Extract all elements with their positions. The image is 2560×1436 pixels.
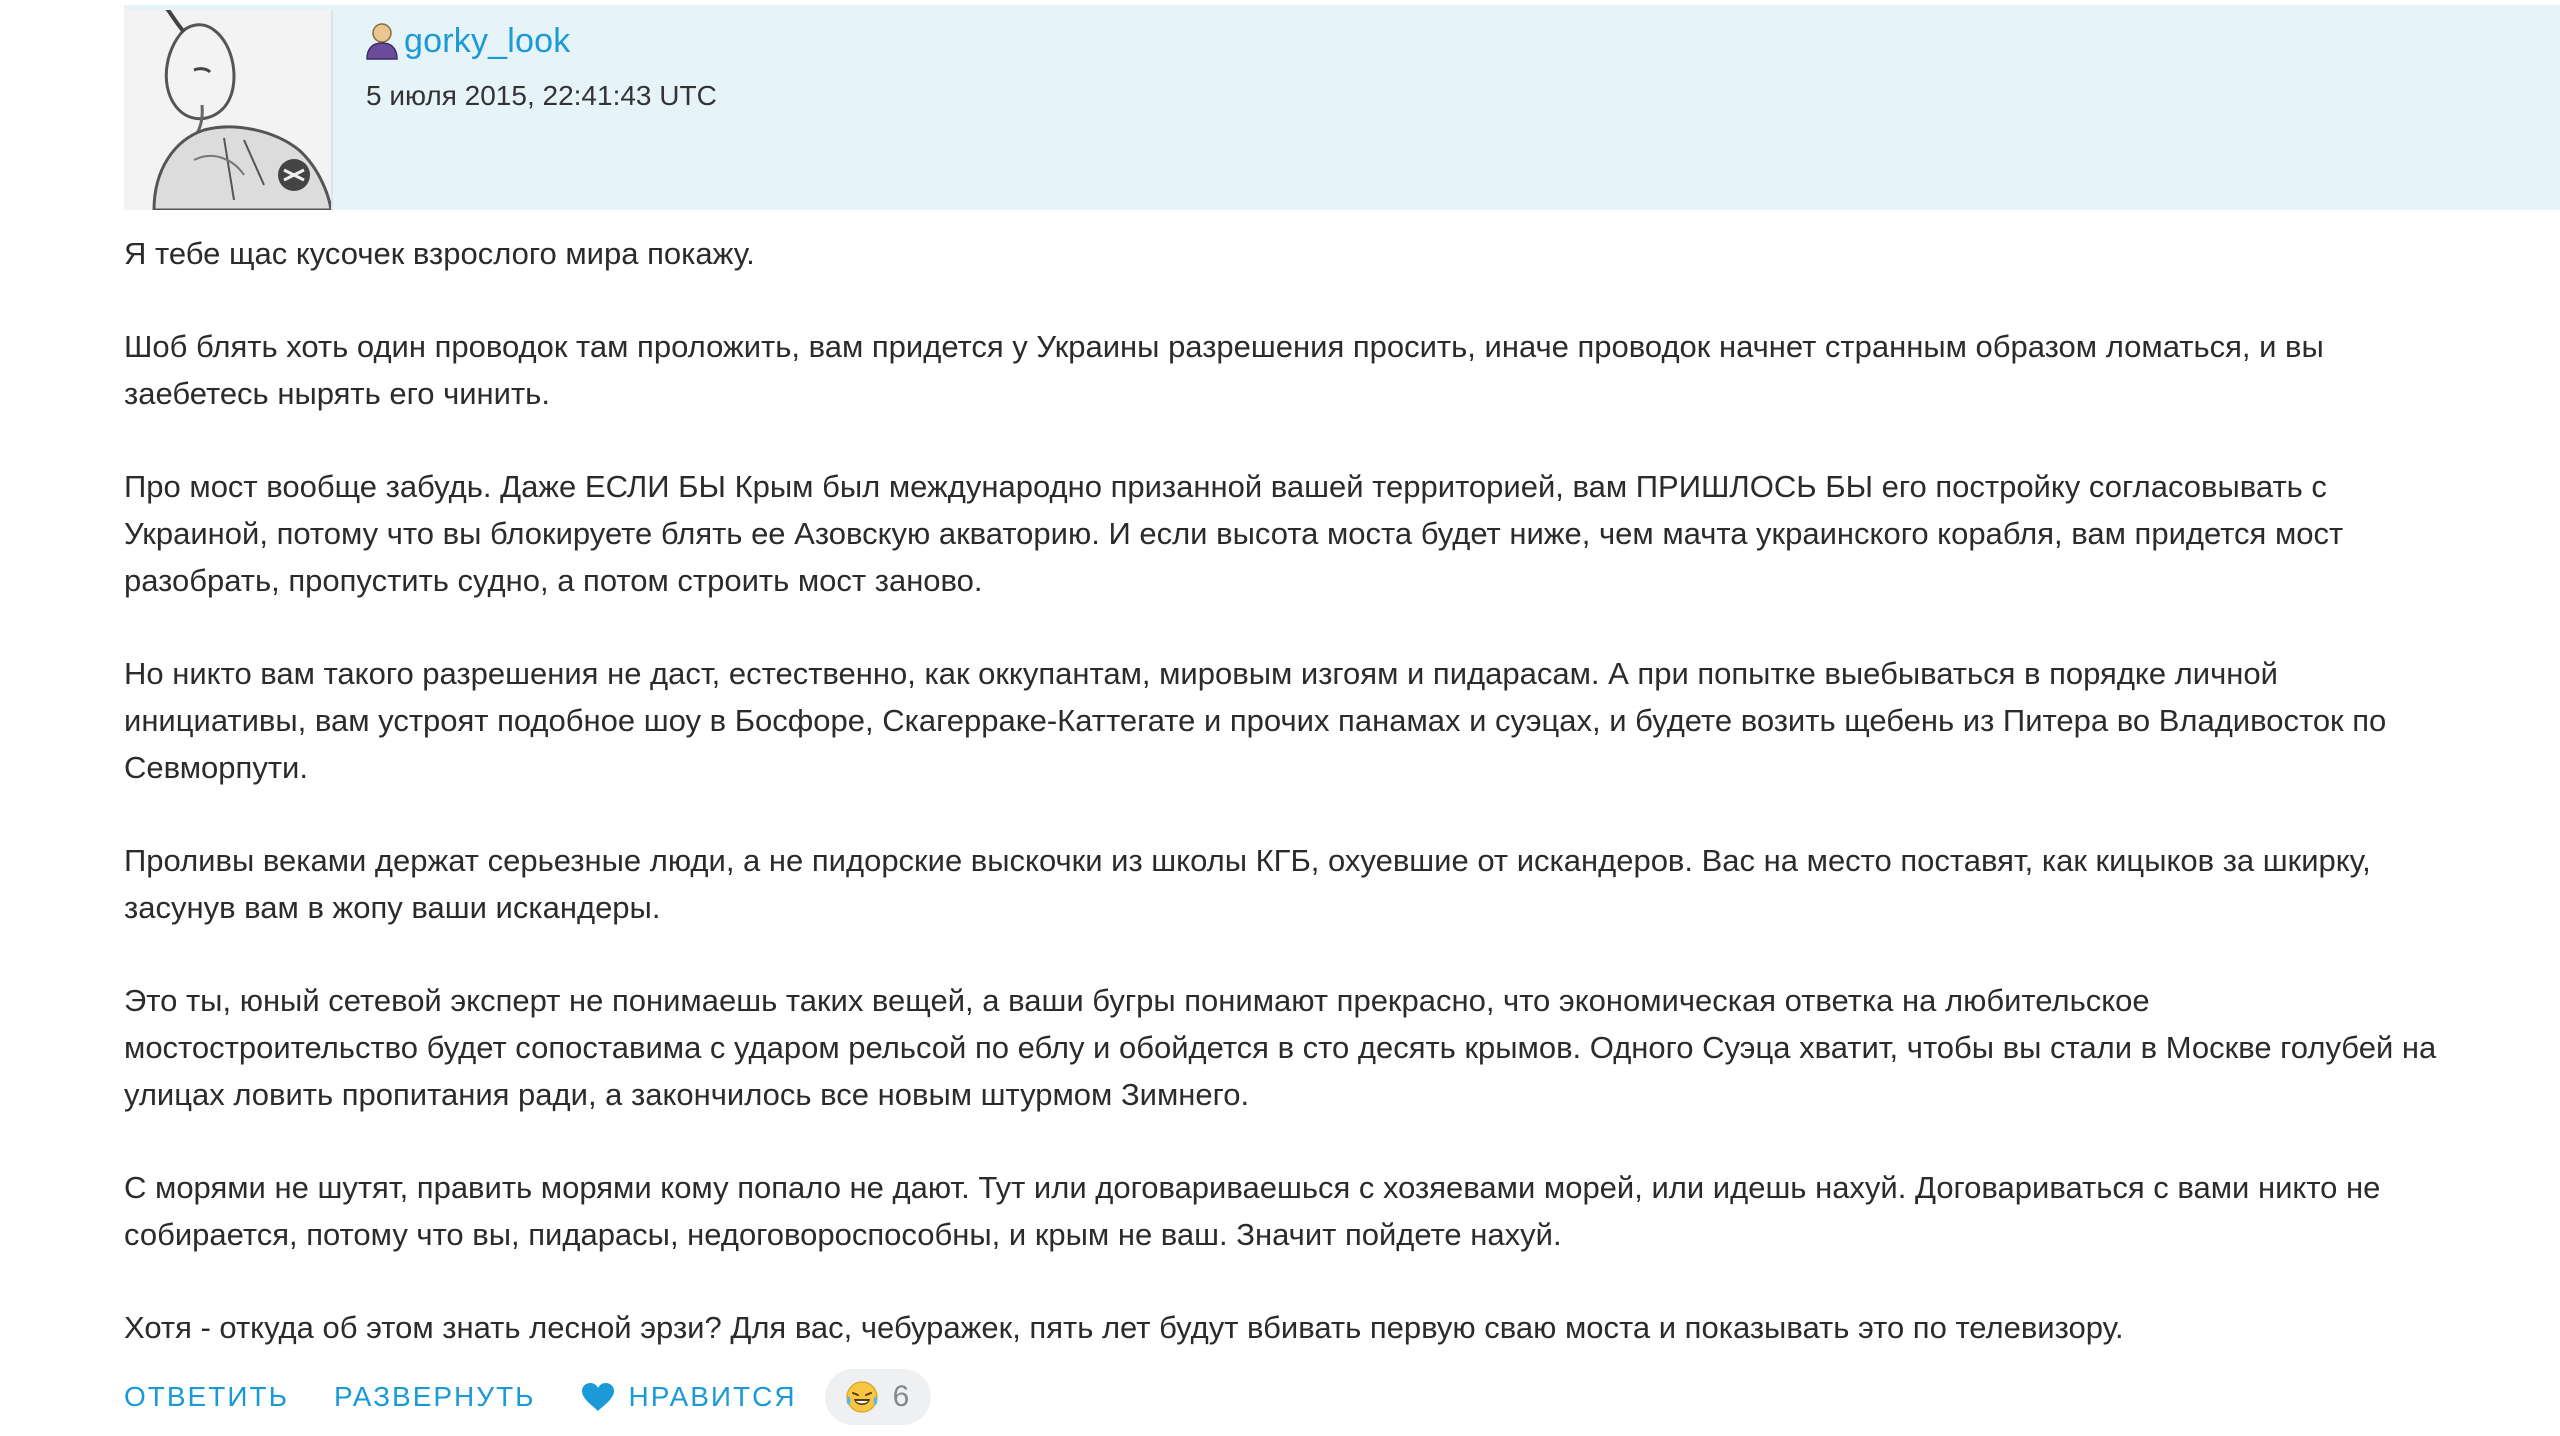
reaction-badge[interactable]: [825, 1369, 932, 1425]
author-name-link[interactable]: gorky_look: [404, 21, 571, 60]
like-label: НРАВИТСЯ: [628, 1381, 797, 1412]
comment-header: [124, 5, 2560, 210]
comment-paragraph: Про мост вообще забудь. Даже ЕСЛИ БЫ Крым был международно призанной вашей территорией, вам ПРИШЛОСЬ БЫ его постройку согласовывать с Украиной, потому что вы блокируете блять ее Азовскую акваторию. И если высота моста будет ниже, чем мачта украинского корабля, вам придется мост разобрать, пропустить судно, а потом строить мост заново.: [124, 469, 2344, 598]
comment-paragraph: Это ты, юный сетевой эксперт не понимаешь таких вещей, а ваши бугры понимают прекрасно, что экономическая ответка на любительское мостостроительство будет сопоставима с ударом рельсой по еблу и обойдется в сто десять крымов. Одного Суэца хватит, чтобы вы стали в Москве голубей на улицах ловить пропитания ради, а закончилось все новым штурмом Зимнего.: [124, 983, 2437, 1112]
user-icon: [364, 21, 400, 61]
author-line: [364, 21, 570, 61]
comment-paragraph: Хотя - откуда об этом знать лесной эрзи? Для вас, чебуражек, пять лет будут вбивать первую сваю моста и показывать это по телевизору.: [124, 1310, 2124, 1345]
reaction-count: 6: [892, 1380, 910, 1413]
comment-timestamp[interactable]: 5 июля 2015, 22:41:43 UTC: [366, 80, 717, 111]
comment-paragraph: Шоб блять хоть один проводок там проложить, вам придется у Украины разрешения просить, иначе проводок начнет странным образом ломаться, и вы заебетесь нырять его чинить.: [124, 329, 2324, 411]
reply-button[interactable]: ОТВЕТИТЬ: [124, 1381, 289, 1412]
crying-laughing-emoji-icon: [845, 1380, 879, 1414]
expand-button[interactable]: РАЗВЕРНУТЬ: [333, 1381, 536, 1412]
heart-icon: [581, 1382, 615, 1412]
avatar-image: [124, 10, 331, 210]
comment: [124, 5, 2560, 1425]
comment-paragraph: Проливы веками держат серьезные люди, а не пидорские выскочки из школы КГБ, охуевшие от искандеров. Вас на место поставят, как кицыков за шкирку, засунув вам в жопу ваши искандеры.: [124, 843, 2371, 925]
comment-actions: [124, 1369, 2560, 1425]
like-button[interactable]: [581, 1381, 797, 1413]
comment-paragraph: Но никто вам такого разрешения не даст, естественно, как оккупантам, мировым изгоям и пидарасам. А при попытке выебываться в порядке личной инициативы, вам устроят подобное шоу в Босфоре, Скагерраке-Каттегате и прочих панамах и суэцах, и будете возить щебень из Питера во Владивосток по Севморпути.: [124, 656, 2387, 785]
comment-paragraph: Я тебе щас кусочек взрослого мира покажу.: [124, 236, 755, 271]
comment-paragraph: С морями не шутят, править морями кому попало не дают. Тут или договариваешься с хозяевами морей, или идешь нахуй. Договариваться с вами никто не собирается, потому что вы, пидарасы, недоговороспособны, и крым не ваш. Значит пойдете нахуй.: [124, 1170, 2381, 1252]
avatar[interactable]: [124, 10, 333, 210]
comment-body: [124, 230, 2444, 1351]
